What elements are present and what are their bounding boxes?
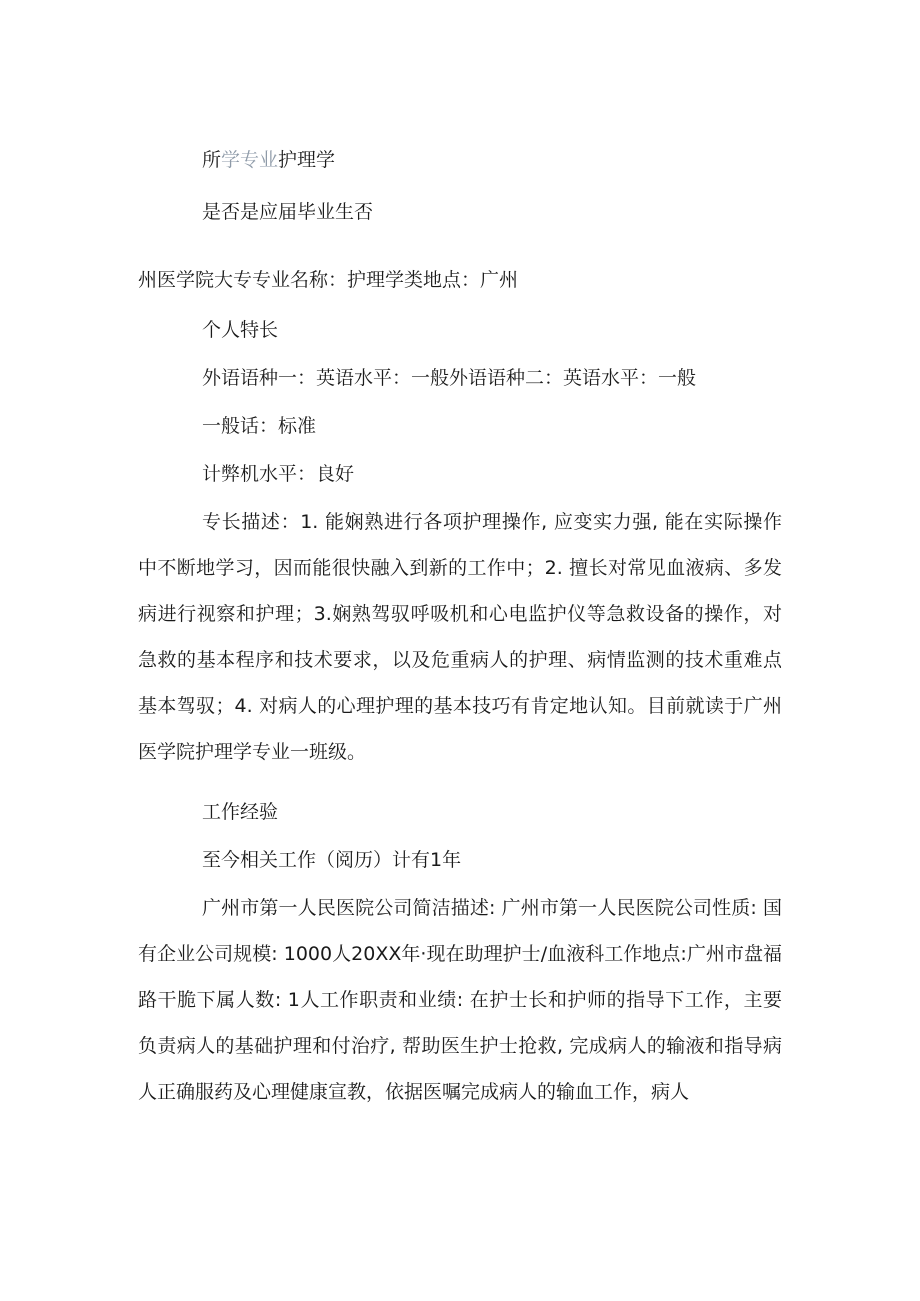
skills-description: 专长描述：1. 能娴熟进行各项护理操作, 应变实力强, 能在实际操作中不断地学习，因而能很快融入到新的工作中；2. 擅长对常见血液病、多发病进行视察和护理；3.娴熟驾驭呼吸机和心电监护仪等急救设备的操作，对急救的基本程序和技术要求，以及危重病人的护理、病情监测的技术重难点基本驾驭；4. 对病人的心理护理的基本技巧有肯定地认知。目前就读于广州医学院护理学专业一班级。 bbox=[138, 511, 782, 763]
computer-line: 计弊机水平：良好 bbox=[202, 463, 355, 485]
major-label-prefix: 所 bbox=[202, 149, 222, 171]
languages-line: 外语语种一：英语水平：一般外语语种二：英语水平：一般 bbox=[202, 367, 697, 389]
major-value: 护理学 bbox=[278, 149, 336, 171]
major-label-mid: 学专业 bbox=[221, 149, 279, 171]
school-line: 州医学院大专专业名称：护理学类地点：广州 bbox=[138, 269, 519, 291]
work-description: 广州市第一人民医院公司简洁描述: 广州市第一人民医院公司性质: 国有企业公司规模: 1000人20XX年·现在助理护士/血液科工作地点:广州市盘福路干脆下属人数: 1人工作职责和业绩: 在护士长和护师的指导下工作，主要负责病人的基础护理和付治疗, 帮助医生护士抢救, 完成病人的输液和指导病人正确服药及心理健康宣教，依据医嘱完成病人的输血工作，病人 bbox=[138, 897, 782, 1103]
major-line bbox=[202, 148, 335, 172]
work-heading: 工作经验 bbox=[202, 801, 279, 823]
skills-heading: 个人特长 bbox=[202, 319, 279, 341]
mandarin-line: 一般话：标准 bbox=[202, 415, 317, 437]
fresh-graduate-line: 是否是应届毕业生否 bbox=[202, 201, 374, 223]
work-years-line: 至今相关工作（阅历）计有1年 bbox=[202, 849, 462, 871]
